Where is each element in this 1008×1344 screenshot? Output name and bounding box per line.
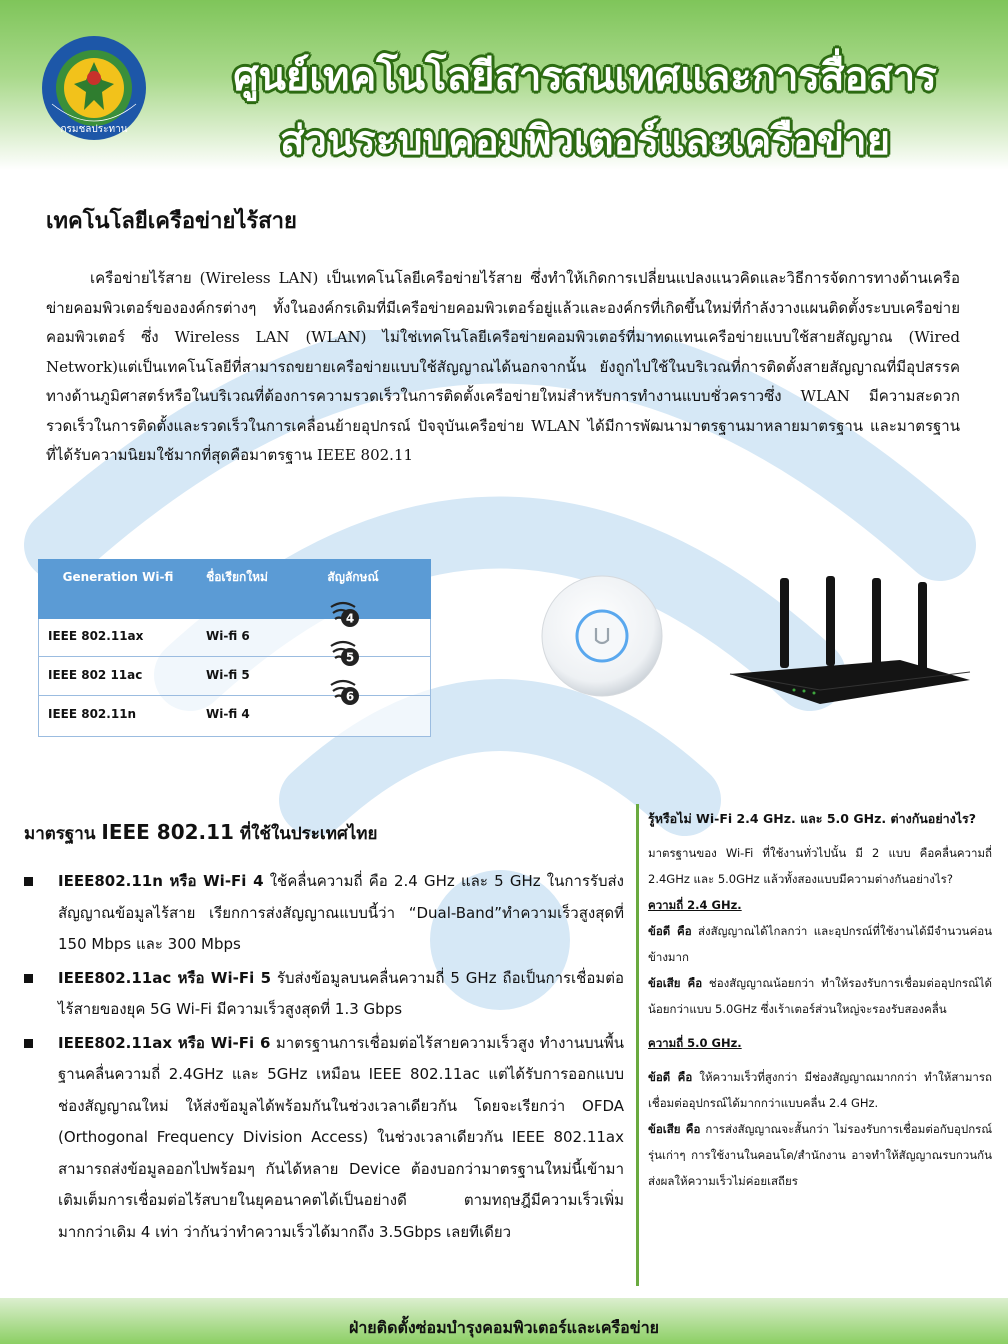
pro-24ghz: [648, 918, 992, 970]
table-cell-standard: IEEE 802.11n: [48, 707, 137, 721]
con-label: ข้อเสีย คือ: [648, 1122, 701, 1136]
table-row: [38, 657, 431, 696]
table-row: [38, 696, 431, 735]
comparison-question: รู้หรือไม่ Wi-Fi 2.4 GHz. และ 5.0 GHz. ต่างกันอย่างไร?: [648, 811, 977, 826]
table-header-symbol: สัญลักษณ์: [327, 570, 379, 584]
comparison-intro: มาตรฐานของ Wi-Fi ที่ใช้งานทั่วไปนั้น มี 2 แบบ คือคลื่นความถี่ 2.4GHz และ 5.0GHz แล้วทั้งสองแบบมีความต่างกันอย่างไร?: [648, 846, 992, 886]
seal-text: กรมชลประทาน: [60, 124, 128, 135]
wifi-6-symbol-icon: [329, 679, 361, 707]
pro-50ghz: [648, 1064, 992, 1116]
table-header-row: [38, 559, 431, 619]
standards-title-big: IEEE 802.11: [101, 820, 234, 844]
con-50ghz: [648, 1116, 992, 1194]
royal-irrigation-seal-logo: [40, 34, 148, 142]
table-cell-name: Wi-fi 5: [206, 668, 250, 682]
pro-text: ส่งสัญญาณได้ไกลกว่า และอุปกรณ์ที่ใช้งานได้มีจำนวนค่อนข้างมาก: [648, 924, 992, 964]
table-cell-name: Wi-fi 4: [206, 707, 250, 721]
table-cell-standard: IEEE 802.11ax: [48, 629, 144, 643]
standards-list: [24, 866, 624, 1250]
standards-title-suffix: ที่ใช้ในประเทศไทย: [239, 824, 378, 844]
list-item: [24, 1028, 624, 1249]
con-label: ข้อเสีย คือ: [648, 976, 703, 990]
list-item: [24, 963, 624, 1026]
list-item: [24, 866, 624, 961]
con-text: การส่งสัญญาณจะสั้นกว่า ไม่รองรับการเชื่อมต่อกับอุปกรณ์รุ่นเก่าๆ การใช้งานในคอนโด/สำนักงาน อาจทำให้สัญญาณรบกวนกัน ส่งผลให้ความเร็วไม่ค่อยเสถียร: [648, 1122, 992, 1188]
table-cell-name: Wi-fi 6: [206, 629, 250, 643]
frequency-comparison-box: [636, 804, 992, 1286]
article-intro: เครือข่ายไร้สาย (Wireless LAN) เป็นเทคโนโลยีเครือข่ายไร้สาย ซึ่งทำให้เกิดการเปลี่ยนแปลงแนวคิดและวิธีการจัดการทางด้านเครือข่ายคอมพิวเตอร์ขององค์กรต่างๆ ทั้งในองค์กรเดิมที่มีเครือข่ายคอมพิวเตอร์อยู่แล้วและองค์กรที่เกิดขึ้นใหม่ที่กำลังวางแผนติดตั้งระบบเครือข่ายคอมพิวเตอร์ ซึ่ง Wireless LAN (WLAN) ไม่ใช่เทคโนโลยีเครือข่ายคอมพิวเตอร์ที่มาทดแทนเครือข่ายแบบใช้สายสัญญาณ (Wired Network)แต่เป็นเทคโนโลยีที่สามารถขยายเครือข่ายแบบใช้สัญญาณได้นอกจากนั้น ยังถูกไปใช้ในบริเวณที่การติดตั้งสายสัญญาณที่มีอุปสรรคทางด้านภูมิศาสตร์หรือในบริเวณที่ต้องการความรวดเร็วในการติดตั้งเครือข่ายใหม่สำหรับการทำงานแบบชั่วคราวซึ่ง WLAN มีความสะดวกรวดเร็วในการติดตั้งและรวดเร็วในการเคลื่อนย้ายอุปกรณ์ ปัจจุบันเครือข่าย WLAN ได้มีการพัฒนามาตรฐานมาหลายมาตรฐาน และมาตรฐานที่ได้รับความนิยมใช้มากที่สุดคือมาตรฐาน IEEE 802.11: [46, 269, 960, 464]
table-row: [38, 618, 431, 657]
standard-lead: IEEE802.11n หรือ Wi-Fi 4: [58, 872, 264, 890]
bullet-icon: [24, 877, 33, 886]
wireless-router-image: [724, 572, 974, 708]
standard-lead: IEEE802.11ac หรือ Wi-Fi 5: [58, 968, 272, 987]
bullet-icon: [24, 1039, 33, 1048]
con-24ghz: [648, 970, 992, 1022]
standards-title: [24, 820, 377, 847]
con-text: ช่องสัญญาณน้อยกว่า ทำให้รองรับการเชื่อมต่ออุปกรณ์ได้น้อยกว่าแบบ 5.0GHz ซึ่งเร้าเตอร์ส่วนใหญ่จะรองรับสองคลื่น: [648, 976, 993, 1016]
standard-text: ใช้คลื่นความถี่ คือ 2.4 GHz และ 5 GHz ในการรับส่งสัญญาณข้อมูลไร้สาย เรียกการส่งสัญญาณแบบนี้ว่า “Dual-Band”ทำความเร็วสูงสุดที่ 150 Mbps และ 300 Mbps: [58, 872, 624, 953]
header-title-line2: ส่วนระบบคอมพิวเตอร์และเครือข่าย: [279, 118, 891, 164]
table-cell-standard: IEEE 802 11ac: [48, 668, 143, 682]
pro-label: ข้อดี คือ: [648, 924, 692, 938]
table-header-generation: Generation Wi-fi: [62, 570, 174, 584]
wifi-5-symbol-icon: [329, 640, 361, 668]
bullet-icon: [24, 974, 33, 983]
standard-text: รับส่งข้อมูลบนคลื่นความถี่ 5 GHz ถือเป็นการเชื่อมต่อไร้สายของยุค 5G Wi-Fi มีความเร็วสูงสุดที่ 1.3 Gbps: [58, 968, 625, 1018]
standard-lead: IEEE802.11ax หรือ Wi-Fi 6: [58, 1033, 271, 1052]
footer-text: ฝ่ายติดตั้งซ่อมบำรุงคอมพิวเตอร์และเครือข่าย: [348, 1318, 660, 1337]
article-title: เทคโนโลยีเครือข่ายไร้สาย: [46, 209, 297, 234]
wifi-symbol-number: 5: [345, 650, 355, 665]
access-point-image: [540, 574, 664, 698]
standards-title-prefix: มาตรฐาน: [24, 824, 96, 844]
pro-text: ให้ความเร็วที่สูงกว่า มีช่องสัญญาณมากกว่า ทำให้สามารถเชื่อมต่ออุปกรณ์ได้มากกว่าแบบคลื่น 2.4 GHz.: [648, 1070, 992, 1110]
wifi-4-symbol-icon: [329, 601, 361, 629]
heading-24ghz: ความถี่ 2.4 GHz.: [648, 898, 742, 912]
heading-50ghz: ความถี่ 5.0 GHz.: [648, 1036, 742, 1050]
wifi-symbol-number: 4: [345, 611, 355, 626]
header-title-line1: ศูนย์เทคโนโลยีสารสนเทศและการสื่อสาร: [233, 54, 937, 100]
wifi-symbol-number: 6: [345, 689, 355, 704]
standard-text: มาตรฐานการเชื่อมต่อไร้สายความเร็วสูง ทำงานบนพื้นฐานคลื่นความถี่ 2.4GHz และ 5GHz เหมือน IEEE 802.11ac แต่ได้รับการออกแบบช่องสัญญาณใหม่ ให้ส่งข้อมูลได้พร้อมกันในช่วงเวลาเดียวกัน โดยจะเรียกว่า OFDA (Orthogonal Frequency Division Access) ในช่วงเวลาเดียวกัน IEEE 802.11ax สามารถส่งข้อมูลออกไปพร้อมๆ กันได้หลาย Device ต้องบอกว่ามาตรฐานใหม่นี้เข้ามาเติมเต็มการเชื่อมต่อไร้สบายในยุคอนาคตได้เป็นอย่างดี ตามทฤษฎีมีความเร็วเพิ่มมากกว่าเดิม 4 เท่า ว่ากันว่าทำความเร็วได้มากถึง 3.5Gbps เลยทีเดียว: [58, 1033, 625, 1241]
pro-label: ข้อดี คือ: [648, 1070, 693, 1084]
table-header-name: ชื่อเรียกใหม่: [206, 570, 268, 584]
